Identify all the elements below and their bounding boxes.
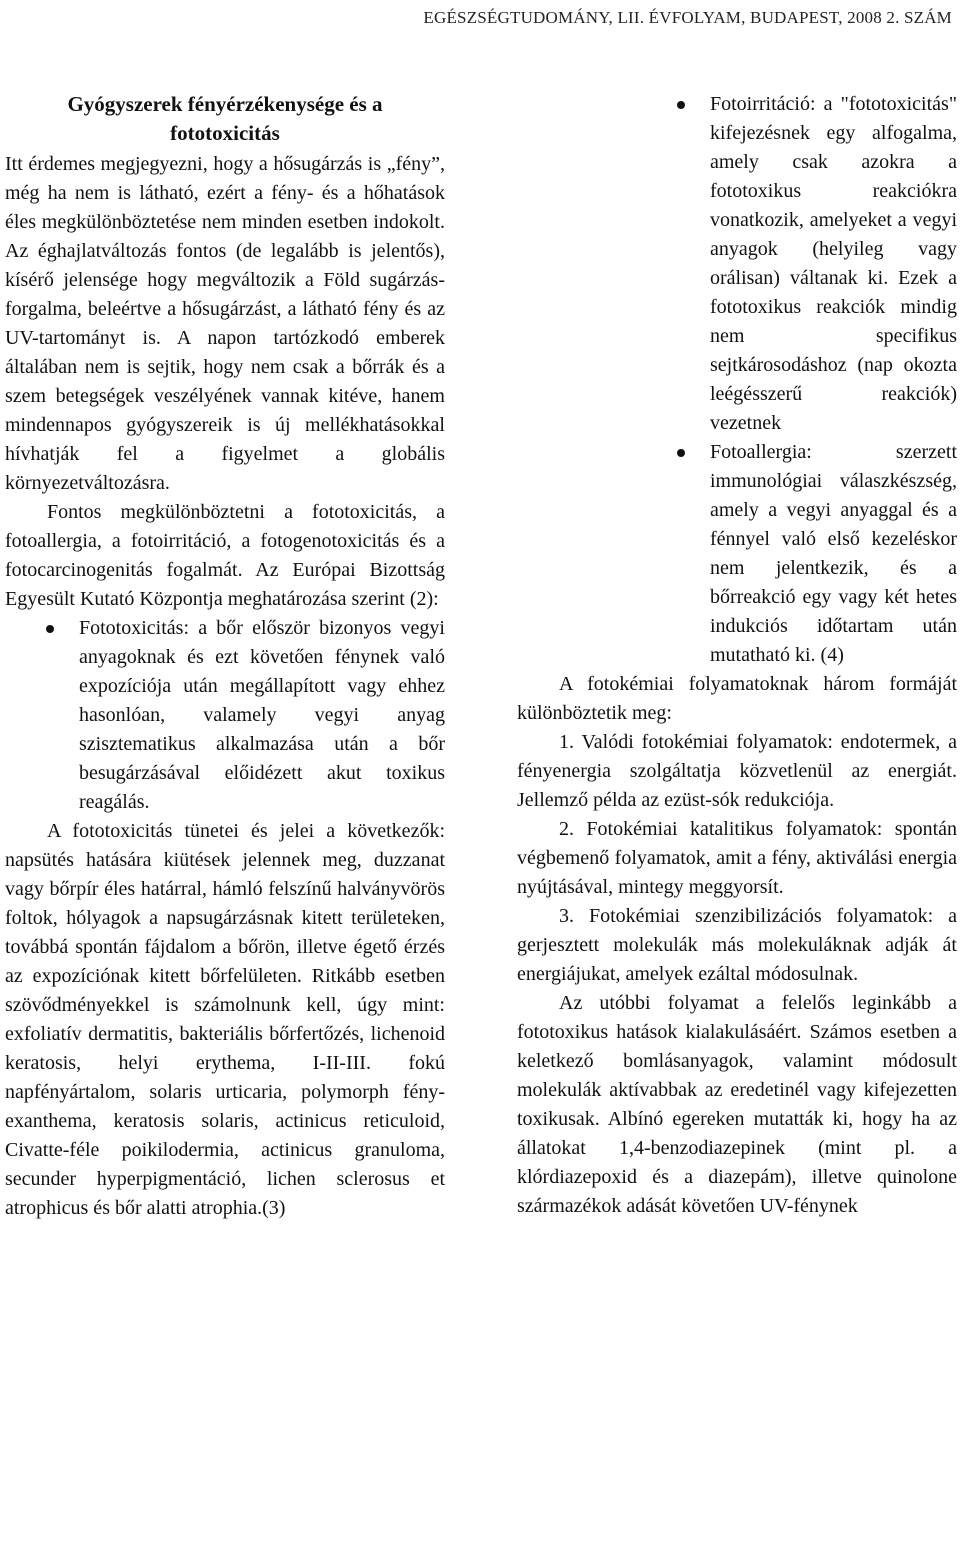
bullet-icon — [46, 625, 54, 633]
bullet-item-fototoxicitas — [5, 614, 445, 817]
paragraph-processes: A fotokémiai folyamatoknak három formáját különböztetik meg: — [517, 673, 957, 724]
numbered-item-2: 2. Fotokémiai katalitikus folyamatok: spontán végbemenő folyamatok, amit a fény, aktiválási energia nyújtásával, mintegy meggyorsít. — [517, 818, 957, 898]
definition-list-right — [517, 90, 957, 670]
bullet-item-fotoallergia — [517, 438, 957, 670]
numbered-item-1: 1. Valódi fotokémiai folyamatok: endotermek, a fényenergia szolgáltatja közvetlenül az energiát. Jellemző példa az ezüst-sók redukciója. — [517, 731, 957, 811]
bullet-text: Fototoxicitás: a bőr először bizonyos vegyi anyagoknak és ezt követően fénynek való expozíciója után megállapított vagy ehhez hasonlóan, valamely vegyi anyag szisztematikus alkalmazása után a bőr besugárzásával előidézett akut toxikus reagálás. — [79, 617, 445, 813]
bullet-item-fotoirritacio — [517, 90, 957, 438]
paragraph-symptoms: A fototoxicitás tünetei és jelei a következők: napsütés hatására kiütések jelennek meg, duzzanat vagy bőrpír éles határral, hámló felszínű halványvörös foltok, hólyagok a napsugárzásnak kitett területeken, továbbá spontán fájdalom a bőrön, illetve égető érzés az expozíciónak kitett bőrfelületen. Ritkább esetben szövődményekkel is számolnunk kell, úgy mint: exfoliatív dermatitis, bakteriális bőrfertőzés, lichenoid keratosis, helyi erythema, I-II-III. fokú napfényártalom, solaris urticaria, polymorph fény-exanthema, keratosis solaris, actinicus reticuloid, Civatte-féle poikilodermia, actinicus granuloma, secunder hyperpigmentáció, lichen sclerosus et atrophicus és bőr alatti atrophia.(3) — [5, 820, 445, 1219]
paragraph-definitions: Fontos megkülönböztetni a fototoxicitás, a fotoallergia, a fotoirritáció, a fotogenotoxicitás és a fotocarcinogenitás fogalmát. Az Európai Bizottság Egyesült Kutató Központja meghatározása szerint (2): — [5, 501, 445, 610]
running-head: EGÉSZSÉGTUDOMÁNY, LII. ÉVFOLYAM, BUDAPEST, 2008 2. SZÁM — [423, 8, 952, 27]
right-column — [517, 90, 957, 1221]
bullet-icon — [677, 101, 685, 109]
paragraph-intro: Itt érdemes megjegyezni, hogy a hősugárzás is „fény”, még ha nem is látható, ezért a fény- és a hőhatások éles megkülönböztetése nem minden esetben indokolt. Az éghajlatváltozás fontos (de legalább is jelentős), kísérő jelensége hogy megváltozik a Föld sugárzás-forgalma, beleértve a hősugárzást, a látható fény és az UV-tartományt is. A napon tartózkodó emberek általában nem is sejtik, hogy nem csak a bőrrák és a szem betegségek veszélyének vannak kitéve, hanem mindennapos gyógyszereik is új mellékhatásokkal hívhatják fel a figyelmet a globális környezetváltozásra. — [5, 153, 445, 494]
bullet-text: Fotoallergia: szerzett immunológiai válaszkészség, amely a vegyi anyaggal és a fénnyel való első kezeléskor nem jelentkezik, és a bőrreakció egy vagy két hetes indukciós időtartam után mutatható ki. (4) — [710, 441, 957, 666]
bullet-text: Fotoirritáció: a "fototoxicitás" kifejezésnek egy alfogalma, amely csak azokra a fototoxikus reakciókra vonatkozik, amelyeket a vegyi anyagok (helyileg vagy orálisan) váltanak ki. Ezek a fototoxikus reakciók mindig nem specifikus sejtkárosodáshoz (nap okozta leégésszerű reakciók) vezetnek — [710, 93, 957, 434]
definition-list-left — [5, 614, 445, 817]
left-column — [5, 90, 445, 1223]
numbered-item-3: 3. Fotokémiai szenzibilizációs folyamatok: a gerjesztett molekulák más molekuláknak adják át energiájukat, amelyek ezáltal módosulnak. — [517, 905, 957, 985]
section-title: Gyógyszerek fényérzékenysége és a fototoxicitás — [67, 92, 383, 145]
paragraph-phototoxic-effects: Az utóbbi folyamat a felelős leginkább a fototoxikus hatások kialakulásáért. Számos esetben a keletkező bomlásanyagok, valamint módosult molekulák aktívabbak az eredetinél vagy kifejezetten toxikusak. Albínó egereken mutatták ki, hogy ha az állatokat 1,4-benzodiazepinek (mint pl. a klórdiazepoxid és a diazepám), illetve quinolone származékok adását követően UV-fénynek — [517, 992, 957, 1217]
bullet-icon — [677, 449, 685, 457]
